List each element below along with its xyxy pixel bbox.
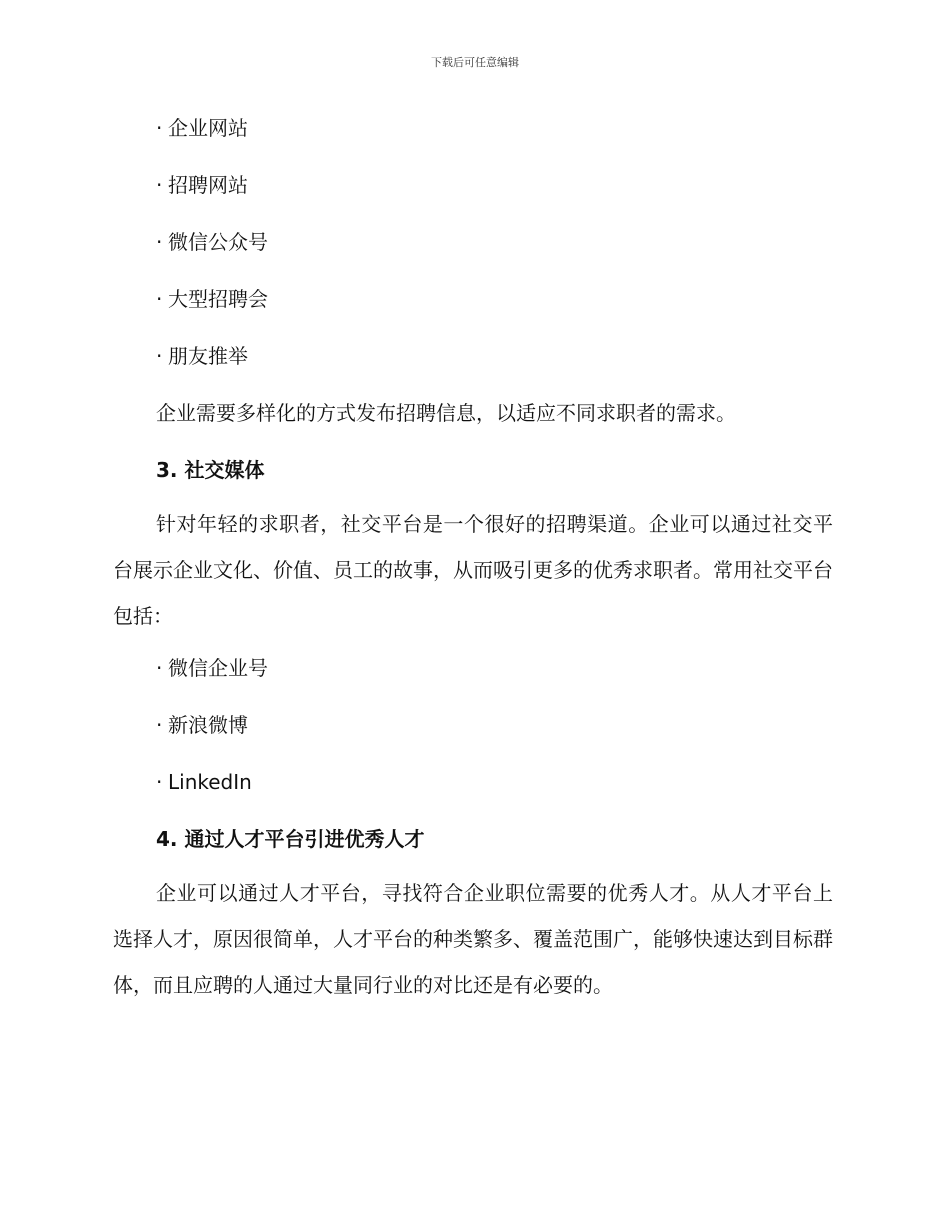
- bullet-dot: ·: [156, 230, 163, 254]
- paragraph-talent-platform: 企业可以通过人才平台，寻找符合企业职位需要的优秀人才。从人才平台上选择人才，原因很简单，人才平台的种类繁多、覆盖范围广，能够快速达到目标群体，而且应聘的人通过大量同行业的对比还是有必要的。: [113, 881, 833, 997]
- bullet-dot: ·: [156, 344, 163, 368]
- page-header: 下载后可任意编辑: [431, 56, 519, 69]
- section-heading-social-media: 3. 社交媒体: [156, 458, 265, 482]
- list-item: [113, 338, 833, 374]
- bullet-dot: ·: [156, 713, 163, 737]
- document-body: [113, 110, 833, 1019]
- list-item: [113, 764, 833, 800]
- paragraph-social-media: 针对年轻的求职者，社交平台是一个很好的招聘渠道。企业可以通过社交平台展示企业文化、价值、员工的故事，从而吸引更多的优秀求职者。常用社交平台包括：: [113, 512, 833, 628]
- list-item: [113, 110, 833, 146]
- list-item: [113, 224, 833, 260]
- list-item-text: 新浪微博: [168, 713, 248, 737]
- bullet-dot: ·: [156, 116, 163, 140]
- bullet-dot: ·: [156, 173, 163, 197]
- list-item-text: LinkedIn: [168, 770, 252, 794]
- list-item-text: 微信公众号: [168, 230, 268, 254]
- list-item-text: 企业网站: [168, 116, 248, 140]
- bullet-dot: ·: [156, 770, 163, 794]
- section-heading-talent-platform: 4. 通过人才平台引进优秀人才: [156, 827, 425, 851]
- bullet-dot: ·: [156, 656, 163, 680]
- list-item-text: 朋友推举: [168, 344, 248, 368]
- list-item: [113, 167, 833, 203]
- bullet-dot: ·: [156, 287, 163, 311]
- list-item: [113, 707, 833, 743]
- list-item-text: 大型招聘会: [168, 287, 268, 311]
- list-item: [113, 650, 833, 686]
- list-item-text: 微信企业号: [168, 656, 268, 680]
- paragraph-channels-summary: 企业需要多样化的方式发布招聘信息，以适应不同求职者的需求。: [156, 401, 736, 425]
- list-item-text: 招聘网站: [168, 173, 248, 197]
- list-item: [113, 281, 833, 317]
